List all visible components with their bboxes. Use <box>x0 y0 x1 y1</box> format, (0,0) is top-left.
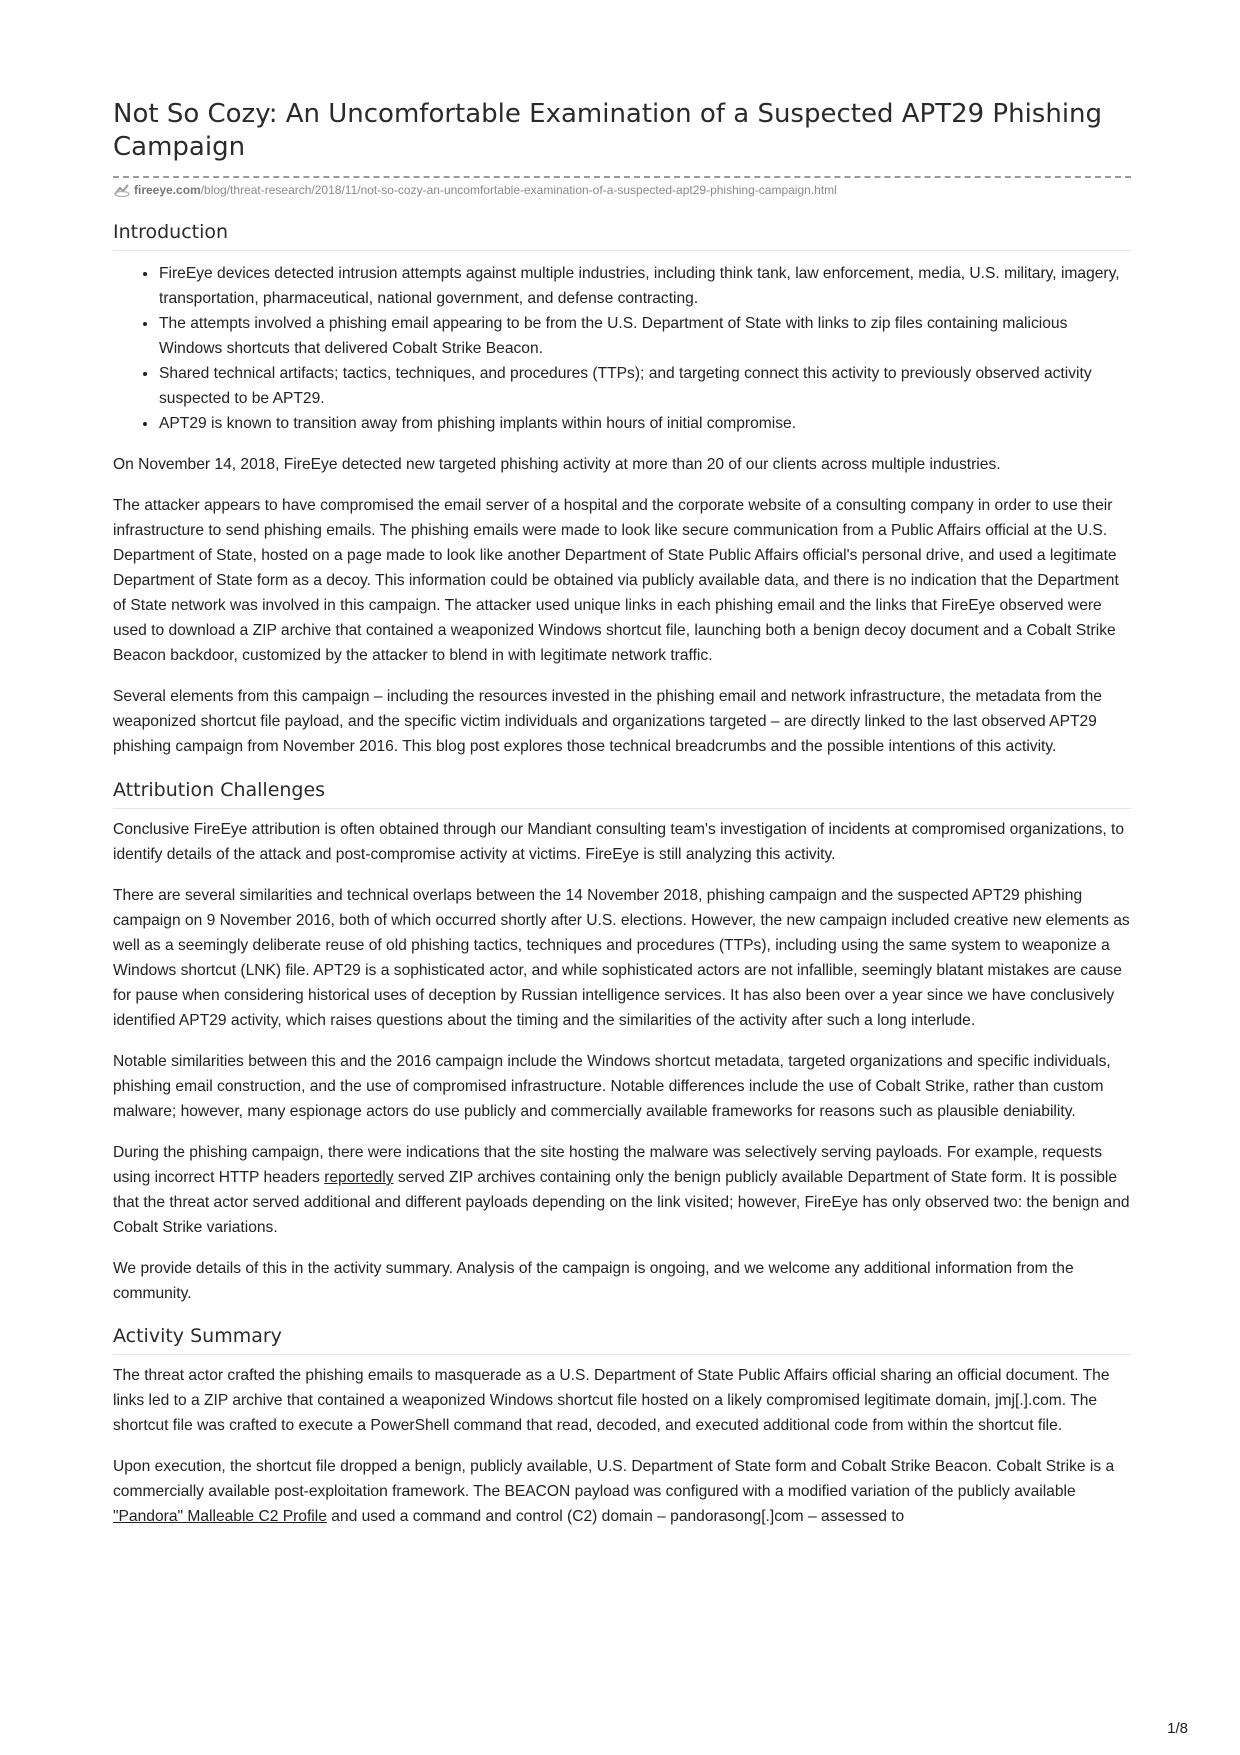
link-icon <box>113 183 131 197</box>
paragraph-text: Upon execution, the shortcut file dropped a benign, publicly available, U.S. Department of State form and Cobalt Strike Beacon. Cobalt Strike is a commercially available post-exploitation framework. The BEACON payload was configured with a modified variation of the publicly available <box>113 1458 1115 1500</box>
source-url[interactable] <box>113 183 1131 197</box>
paragraph: Several elements from this campaign – including the resources invested in the phishing email and network infrastructure, the metadata from the weaponized shortcut file payload, and the specific victim individuals and organizations targeted – are directly linked to the last observed APT29 phishing campaign from November 2016. This blog post explores those technical breadcrumbs and the possible intentions of this activity. <box>113 688 1102 755</box>
list-item: • The attempts involved a phishing email appearing to be from the U.S. Department of State with links to zip files containing malicious Windows shortcuts that delivered Cobalt Strike Beacon. <box>158 311 1131 361</box>
attribution-challenges-heading: Attribution Challenges <box>113 779 1131 809</box>
pandora-profile-link[interactable]: "Pandora" Malleable C2 Profile <box>113 1508 327 1525</box>
paragraph: Conclusive FireEye attribution is often obtained through our Mandiant consulting team's investigation of incidents at compromised organizations, to identify details of the attack and post-compromise activity at victims. FireEye is still analyzing this activity. <box>113 821 1125 863</box>
list-item: • APT29 is known to transition away from phishing implants within hours of initial compromise. <box>158 411 1131 436</box>
page-number: 1/8 <box>1167 1720 1188 1737</box>
paragraph <box>113 1140 1131 1240</box>
paragraph-text: and used a command and control (C2) domain – pandorasong[.]com – assessed to <box>326 1508 905 1525</box>
activity-summary-heading: Activity Summary <box>113 1325 1131 1355</box>
paragraph: The threat actor crafted the phishing emails to masquerade as a U.S. Department of State Public Affairs official sharing an official document. The links led to a ZIP archive that contained a weaponized Windows shortcut file hosted on a likely compromised legitimate domain, jmj[.].com. The shortcut file was crafted to execute a PowerShell command that read, decoded, and executed additional code from within the shortcut file. <box>113 1367 1110 1434</box>
paragraph: On November 14, 2018, FireEye detected new targeted phishing activity at more than 20 of our clients across multiple industries. <box>113 456 1001 473</box>
paragraph: Notable similarities between this and the 2016 campaign include the Windows shortcut metadata, targeted organizations and specific individuals, phishing email construction, and the use of compromised infrastructure. Notable differences include the use of Cobalt Strike, rather than custom malware; however, many espionage actors do use publicly and commercially available frameworks for reasons such as plausible deniability. <box>113 1053 1111 1120</box>
page-title: Not So Cozy: An Uncomfortable Examination of a Suspected APT29 Phishing Campaign <box>113 98 1131 178</box>
list-item: • Shared technical artifacts; tactics, techniques, and procedures (TTPs); and targeting connect this activity to previously observed activity suspected to be APT29. <box>158 361 1131 411</box>
paragraph: We provide details of this in the activity summary. Analysis of the campaign is ongoing, and we welcome any additional information from the community. <box>113 1260 1074 1302</box>
paragraph-text: served ZIP archives containing only the benign publicly available Department of State form. It is possible that the threat actor served additional and different payloads depending on the link visited; however, FireEye has only observed two: the benign and Cobalt Strike variations. <box>113 1169 1130 1236</box>
article <box>113 98 1131 1529</box>
introduction-heading: Introduction <box>113 221 1131 251</box>
paragraph: The attacker appears to have compromised the email server of a hospital and the corporate website of a consulting company in order to use their infrastructure to send phishing emails. The phishing emails were made to look like secure communication from a Public Affairs official at the U.S. Department of State, hosted on a page made to look like another Department of State Public Affairs official's personal drive, and used a legitimate Department of State form as a decoy. This information could be obtained via publicly available data, and there is no indication that the Department of State network was involved in this campaign. The attacker used unique links in each phishing email and the links that FireEye observed were used to download a ZIP archive that contained a weaponized Windows shortcut file, launching both a benign decoy document and a Cobalt Strike Beacon backdoor, customized by the attacker to blend in with legitimate network traffic. <box>113 497 1119 664</box>
intro-bullet-list <box>113 261 1131 436</box>
paragraph: There are several similarities and technical overlaps between the 14 November 2018, phishing campaign and the suspected APT29 phishing campaign on 9 November 2016, both of which occurred shortly after U.S. elections. However, the new campaign included creative new elements as well as a seemingly deliberate reuse of old phishing tactics, techniques and procedures (TTPs), including using the same system to weaponize a Windows shortcut (LNK) file. APT29 is a sophisticated actor, and while sophisticated actors are not infallible, seemingly blatant mistakes are cause for pause when considering historical uses of deception by Russian intelligence services. It has also been over a year since we have conclusively identified APT29 activity, which raises questions about the timing and the similarities of the activity after such a long interlude. <box>113 887 1130 1029</box>
paragraph-text: During the phishing campaign, there were indications that the site hosting the malware was selectively serving payloads. For example, requests using incorrect HTTP headers <box>113 1144 1102 1186</box>
source-site: fireeye.com <box>134 183 201 197</box>
paragraph <box>113 1454 1131 1529</box>
source-path: /blog/threat-research/2018/11/not-so-cozy-an-uncomfortable-examination-of-a-suspected-apt29-phishing-campaign.html <box>200 183 837 197</box>
reportedly-link[interactable]: reportedly <box>324 1169 394 1186</box>
list-item: • FireEye devices detected intrusion attempts against multiple industries, including think tank, law enforcement, media, U.S. military, imagery, transportation, pharmaceutical, national government, and defense contracting. <box>158 261 1131 311</box>
